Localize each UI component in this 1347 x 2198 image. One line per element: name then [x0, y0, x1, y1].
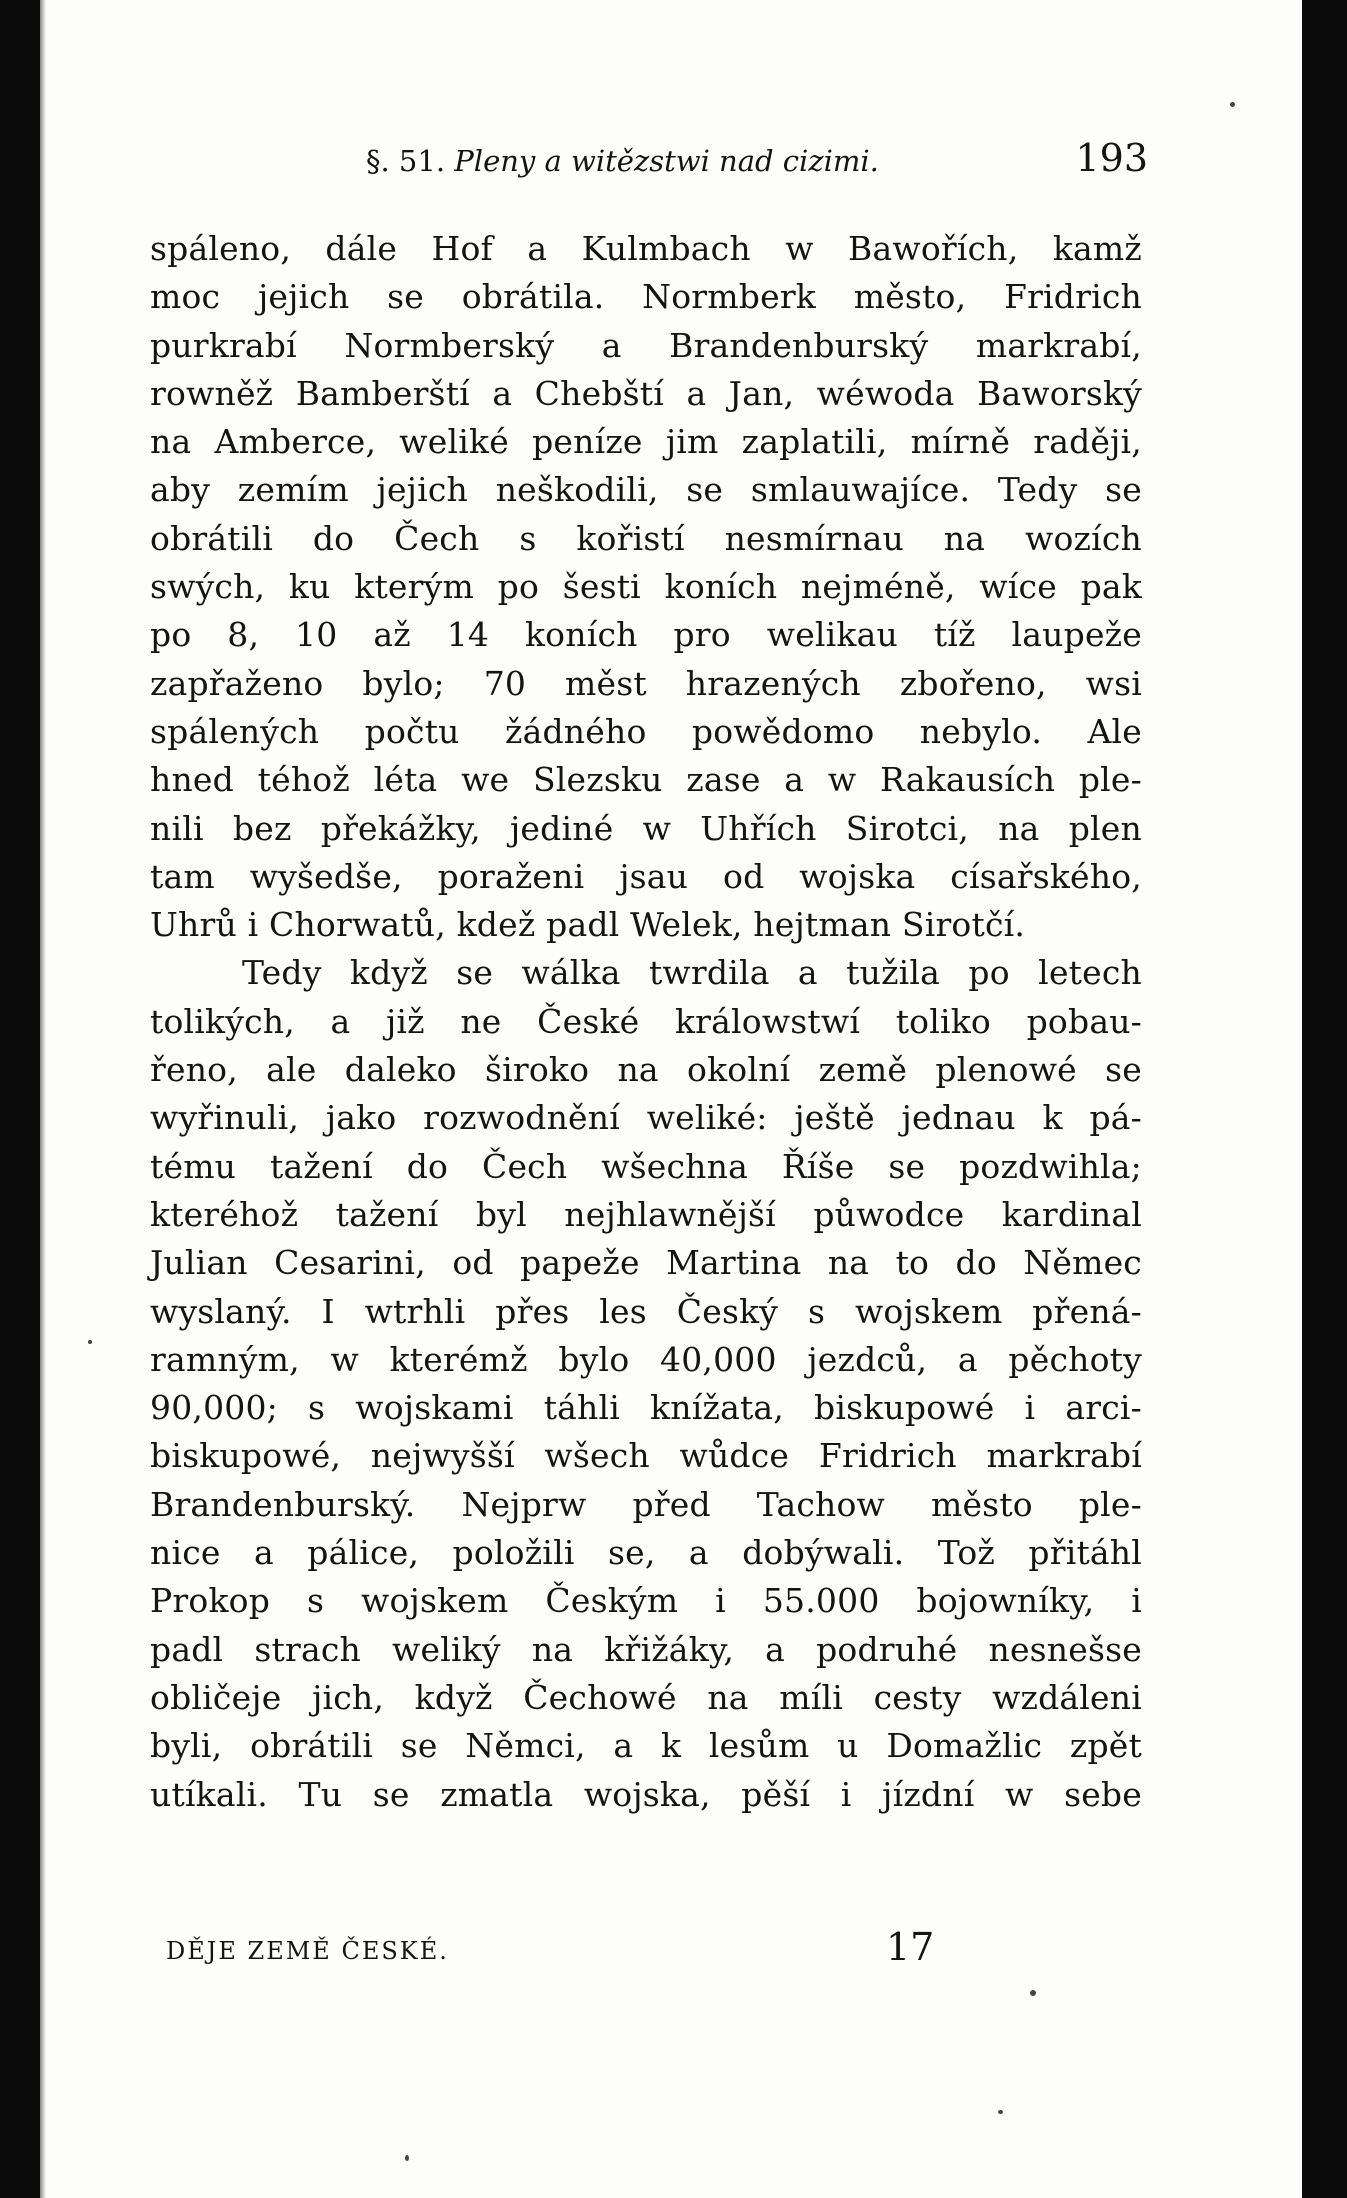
text-line: spálených počtu žádného powědomo nebylo. Ale — [150, 711, 1142, 751]
text-line: na Amberce, weliké peníze jim zaplatili, mírně raději, — [150, 422, 1142, 462]
footer-signature: DĚJE ZEMĚ ČESKÉ. — [166, 1937, 449, 1965]
text-line: Uhrů i Chorwatů, kdež padl Welek, hejtman Sirotčí. — [150, 905, 1026, 945]
print-speck — [998, 2110, 1003, 2114]
text-line: purkrabí Normberský a Brandenburský markrabí, — [150, 325, 1142, 365]
text-line: Julian Cesarini, od papeže Martina na to do Němec — [150, 1243, 1142, 1283]
running-head-section: §. 51. — [366, 144, 446, 178]
text-line: tam wyšedše, poraženi jsau od wojska císařského, — [150, 856, 1142, 896]
text-line: řeno, ale daleko široko na okolní země plenowé se — [150, 1050, 1142, 1090]
print-speck — [1230, 102, 1235, 107]
print-speck — [88, 1340, 92, 1344]
text-line: utíkali. Tu se zmatla wojska, pěší i jízdní w sebe — [150, 1774, 1142, 1814]
page-header — [366, 130, 1148, 190]
text-line: zapřaženo bylo; 70 měst hrazených zbořeno, wsi — [150, 663, 1142, 703]
text-line: nili bez překážky, jediné w Uhřích Sirotci, na plen — [150, 808, 1142, 848]
text-line: kteréhož tažení byl nejhlawnější půwodce kardinal — [150, 1194, 1142, 1234]
print-speck — [405, 2155, 409, 2161]
text-line: wyslaný. I wtrhli přes les Český s wojskem přená- — [150, 1291, 1142, 1331]
text-line: moc jejich se obrátila. Normberk město, Fridrich — [150, 277, 1142, 317]
footer-signature-mark: 17 — [886, 1925, 935, 1969]
text-line: Tedy když se wálka twrdila a tužila po letech — [242, 953, 1142, 993]
text-line: aby zemím jejich neškodili, se smlauwajíce. Tedy se — [150, 470, 1142, 510]
text-line: obrátili do Čech s kořistí nesmírnau na wozích — [150, 518, 1142, 558]
text-line: wyřinuli, jako rozwodnění weliké: ještě jednau k pá- — [150, 1098, 1142, 1138]
text-line: byli, obrátili se Němci, a k lesům u Domažlic zpět — [150, 1726, 1142, 1766]
text-line: tému tažení do Čech wšechna Říše se pozdwihla; — [150, 1146, 1142, 1186]
text-line: biskupowé, nejwyšší wšech wůdce Fridrich markrabí — [150, 1436, 1142, 1476]
text-line: swých, ku kterým po šesti koních nejméně, wíce pak — [150, 567, 1142, 607]
print-speck — [1030, 1990, 1036, 1996]
text-line: hned téhož léta we Slezsku zase a w Rakausích ple- — [150, 760, 1142, 800]
page-number: 193 — [1075, 136, 1148, 180]
text-line: spáleno, dále Hof a Kulmbach w Bawořích, kamž — [150, 229, 1142, 268]
text-line: rowněž Bamberští a Chebští a Jan, wéwoda Baworský — [150, 373, 1142, 413]
running-head-title: Pleny a witězstwi nad cizimi. — [454, 144, 879, 178]
text-line: po 8, 10 až 14 koních pro welikau tíž laupeže — [150, 615, 1142, 655]
text-line: tolikých, a již ne České králowstwí toliko pobau- — [150, 1001, 1142, 1041]
text-line: padl strach weliký na křižáky, a podruhé nesnešse — [150, 1629, 1142, 1669]
page-footer — [166, 1925, 946, 1975]
text-line: obličeje jich, když Čechowé na míli cesty wzdáleni — [150, 1677, 1142, 1717]
text-line: Prokop s wojskem Českým i 55.000 bojowníky, i — [150, 1581, 1142, 1621]
text-line: ramným, w kterémž bylo 40,000 jezdců, a pěchoty — [150, 1339, 1142, 1379]
text-line: Brandenburský. Nejprw před Tachow město ple- — [150, 1484, 1142, 1524]
text-line: 90,000; s wojskami táhli knížata, biskupowé i arci- — [150, 1388, 1142, 1428]
running-head — [366, 144, 879, 178]
body-text — [150, 225, 1142, 1819]
text-line: nice a pálice, položili se, a dobýwali. Tož přitáhl — [150, 1533, 1142, 1573]
page-gutter-shadow — [40, 0, 46, 2198]
